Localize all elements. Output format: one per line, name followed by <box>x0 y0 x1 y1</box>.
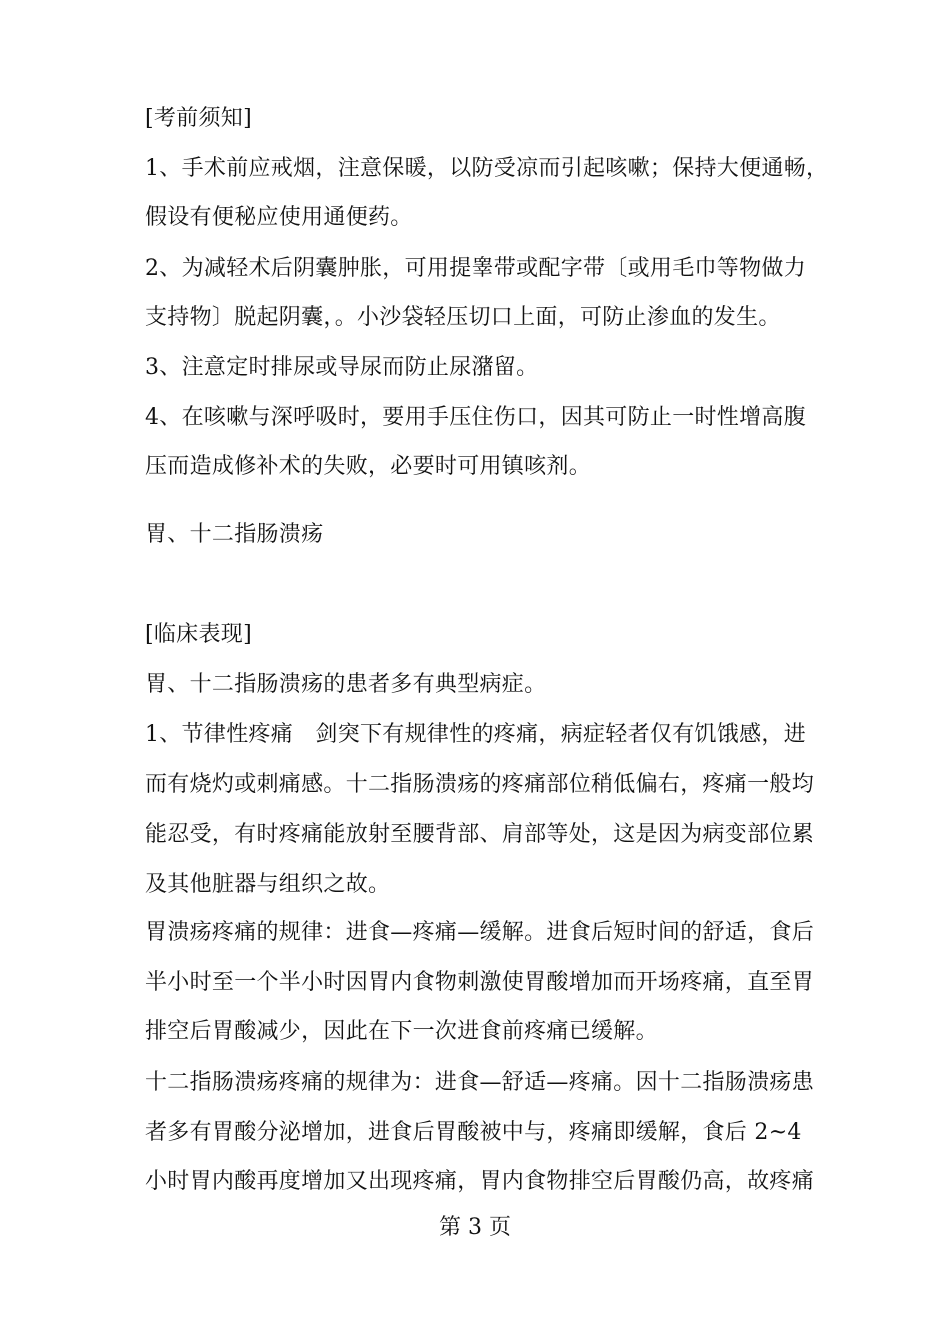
paragraph-line: 胃、十二指肠溃疡的患者多有典型病症。 <box>145 672 547 697</box>
paragraph-line: 小时胃内酸再度增加又出现疼痛，胃内食物排空后胃酸仍高，故疼痛 <box>145 1169 815 1194</box>
paragraph-line: 半小时至一个半小时因胃内食物刺激使胃酸增加而开场疼痛，直至胃 <box>145 970 815 995</box>
page-number: 第 3 页 <box>439 1215 511 1240</box>
paragraph-line: 及其他脏器与组织之故。 <box>145 872 391 897</box>
section-title-ulcer: 胃、十二指肠溃疡 <box>145 522 324 547</box>
paragraph-line: 能忍受，有时疼痛能放射至腰背部、肩部等处，这是因为病变部位累 <box>145 822 815 847</box>
paragraph-line: 3、注意定时排尿或导尿而防止尿潴留。 <box>145 355 539 380</box>
paragraph-line: 而有烧灼或刺痛感。十二指肠溃疡的疼痛部位稍低偏右，疼痛一般均 <box>145 772 815 797</box>
paragraph-line: 十二指肠溃疡疼痛的规律为：进食—舒适—疼痛。因十二指肠溃疡患 <box>145 1070 815 1095</box>
paragraph-line: 者多有胃酸分泌增加，进食后胃酸被中与，疼痛即缓解，食后 2~4 <box>145 1120 802 1145</box>
paragraph-line: 假设有便秘应使用通便药。 <box>145 205 413 230</box>
paragraph-line: 胃溃疡疼痛的规律：进食—疼痛—缓解。进食后短时间的舒适，食后 <box>145 920 815 945</box>
paragraph-line: 1、节律性疼痛 剑突下有规律性的疼痛，病症轻者仅有饥饿感，进 <box>145 722 806 747</box>
paragraph-line: 排空后胃酸减少，因此在下一次进食前疼痛已缓解。 <box>145 1019 658 1044</box>
paragraph-line: 压而造成修补术的失败，必要时可用镇咳剂。 <box>145 454 592 479</box>
paragraph-line: 2、为减轻术后阴囊肿胀，可用提睾带或配字带〔或用毛巾等物做力 <box>145 256 806 281</box>
paragraph-line: 1、手术前应戒烟，注意保暖，以防受凉而引起咳嗽；保持大便通畅， <box>145 156 829 181</box>
paragraph-line: 支持物〕脱起阴囊，。小沙袋轻压切口上面，可防止渗血的发生。 <box>145 305 781 330</box>
section-heading-precautions: [考前须知] <box>145 106 252 131</box>
section-heading-clinical: [临床表现] <box>145 622 252 647</box>
paragraph-line: 4、在咳嗽与深呼吸时，要用手压住伤口，因其可防止一时性增高腹 <box>145 405 806 430</box>
